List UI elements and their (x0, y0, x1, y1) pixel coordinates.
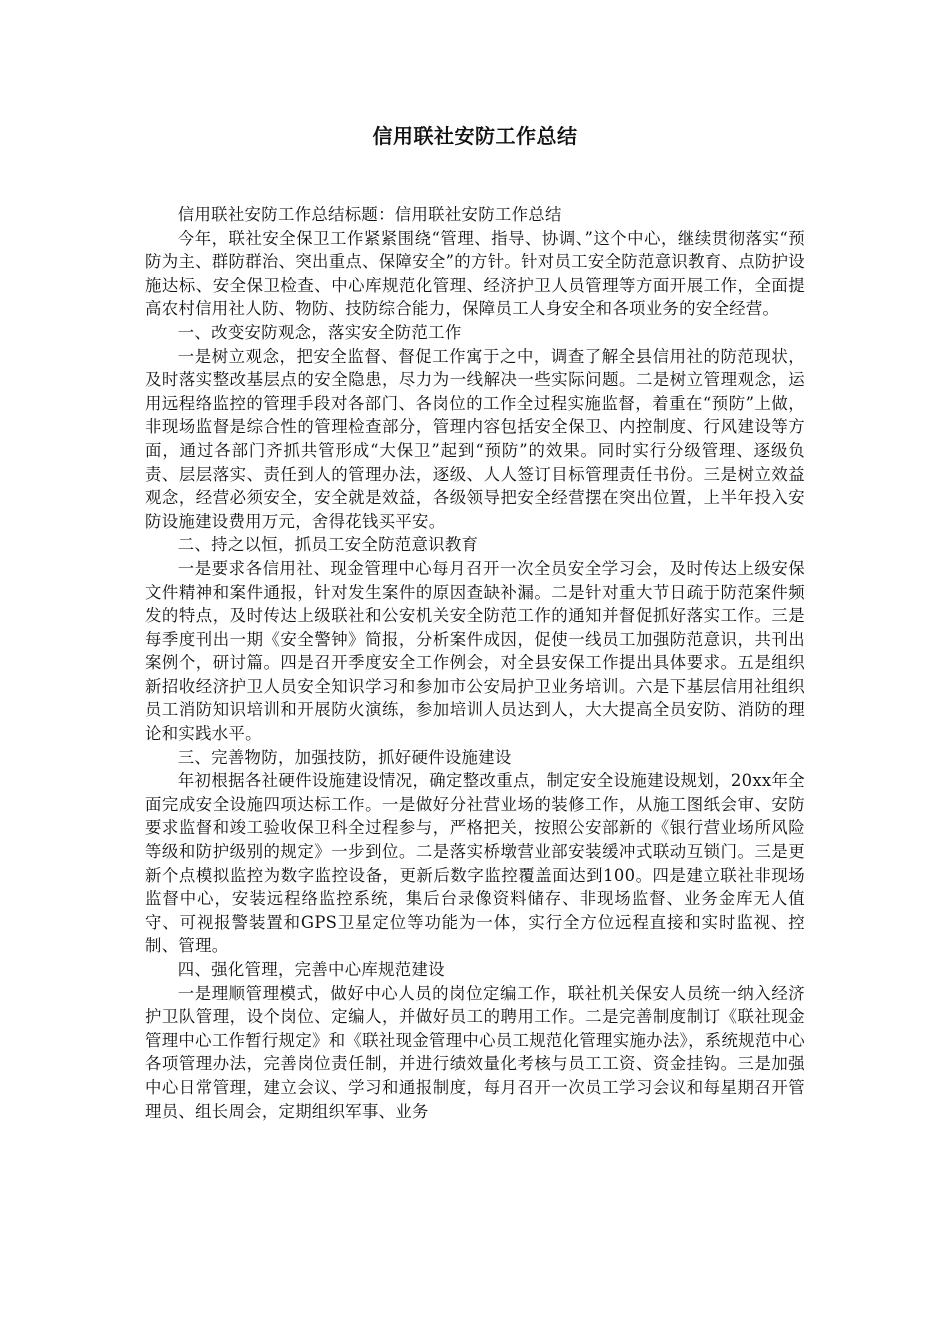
paragraph-section-2: 一是要求各信用社、现金管理中心每月召开一次全员安全学习会，及时传达上级安保文件精神和案件通报，针对发生案件的原因查缺补漏。二是针对重大节日疏于防范案件频发的特点，及时传达上级联社和公安机关安全防范工作的通知并督促抓好落实工作。三是每季度刊出一期《安全警钟》简报，分析案件成因，促使一线员工加强防范意识，共刊出案例个，研讨篇。四是召开季度安全工作例会，对全县安保工作提出具体要求。五是组织新招收经济护卫人员安全知识学习和参加市公安局护卫业务培训。六是下基层信用社组织员工消防知识培训和开展防火演练，参加培训人员达到人，大大提高全员安防、消防的理论和实践水平。 (145, 558, 805, 744)
paragraph-heading-line: 信用联社安防工作总结标题：信用联社安防工作总结 (177, 205, 562, 224)
paragraph-section-3: 年初根据各社硬件设施建设情况，确定整改重点，制定安全设施建设规划，20xx年全面完成安全设施四项达标工作。一是做好分社营业场的装修工作，从施工图纸会审、安防要求监督和竣工验收保卫科全过程参与，严格把关，按照公安部新的《银行营业场所风险等级和防护级别的规定》一步到位。二是落实桥墩营业部安装缓冲式联动互锁门。三是更新个点模拟监控为数字监控设备，更新后数字监控覆盖面达到100。四是建立联社非现场监督中心，安装远程络监控系统，集后台录像资料储存、非现场监督、业务金库无人值守、可视报警装置和GPS卫星定位等功能为一体，实行全方位远程直接和实时监视、控制、管理。 (145, 771, 805, 956)
paragraph-intro: 今年，联社安全保卫工作紧紧围绕“管理、指导、协调、”这个中心，继续贯彻落实“预防为主、群防群治、突出重点、保障安全”的方针。针对员工安全防范意识教育、点防护设施达标、安全保卫检查、中心库规范化管理、经济护卫人员管理等方面开展工作，全面提高农村信用社人防、物防、技防综合能力，保障员工人身安全和各项业务的安全经营。 (145, 228, 805, 319)
section-heading-1: 一、改变安防观念，落实安全防范工作 (177, 322, 462, 342)
section-heading-2: 二、持之以恒，抓员工安全防范意识教育 (177, 535, 479, 555)
section-heading-4: 四、强化管理，完善中心库规范建设 (177, 960, 445, 979)
document-title: 信用联社安防工作总结 (372, 124, 578, 148)
document-body (145, 203, 805, 1123)
paragraph-section-4: 一是理顺管理模式，做好中心人员的岗位定编工作，联社机关保安人员统一纳入经济护卫队管理，设个岗位、定编人，并做好员工的聘用工作。二是完善制度制订《联社现金管理中心工作暂行规定》和《联社现金管理中心员工规范化管理实施办法》，系统规范中心各项管理办法，完善岗位责任制，并进行绩效量化考核与员工工资、资金挂钩。三是加强中心日常管理，建立会议、学习和通报制度，每月召开一次员工学习会议和每星期召开管理员、组长周会，定期组织军事、业务 (145, 983, 805, 1121)
section-heading-3: 三、完善物防，加强技防，抓好硬件设施建设 (177, 747, 512, 767)
paragraph-section-1: 一是树立观念，把安全监督、督促工作寓于之中，调查了解全县信用社的防范现状，及时落实整改基层点的安全隐患，尽力为一线解决一些实际问题。二是树立管理观念，运用远程络监控的管理手段对各部门、各岗位的工作全过程实施监督，着重在“预防”上做，非现场监督是综合性的管理检查部分，管理内容包括安全保卫、内控制度、行风建设等方面，通过各部门齐抓共管形成“大保卫”起到“预防”的效果。同时实行分级管理、逐级负责、层层落实、责任到人的管理办法，逐级、人人签订目标管理责任书份。三是树立效益观念，经营必须安全，安全就是效益，各级领导把安全经营摆在突出位置，上半年投入安防设施建设费用万元，舍得花钱买平安。 (145, 346, 805, 531)
